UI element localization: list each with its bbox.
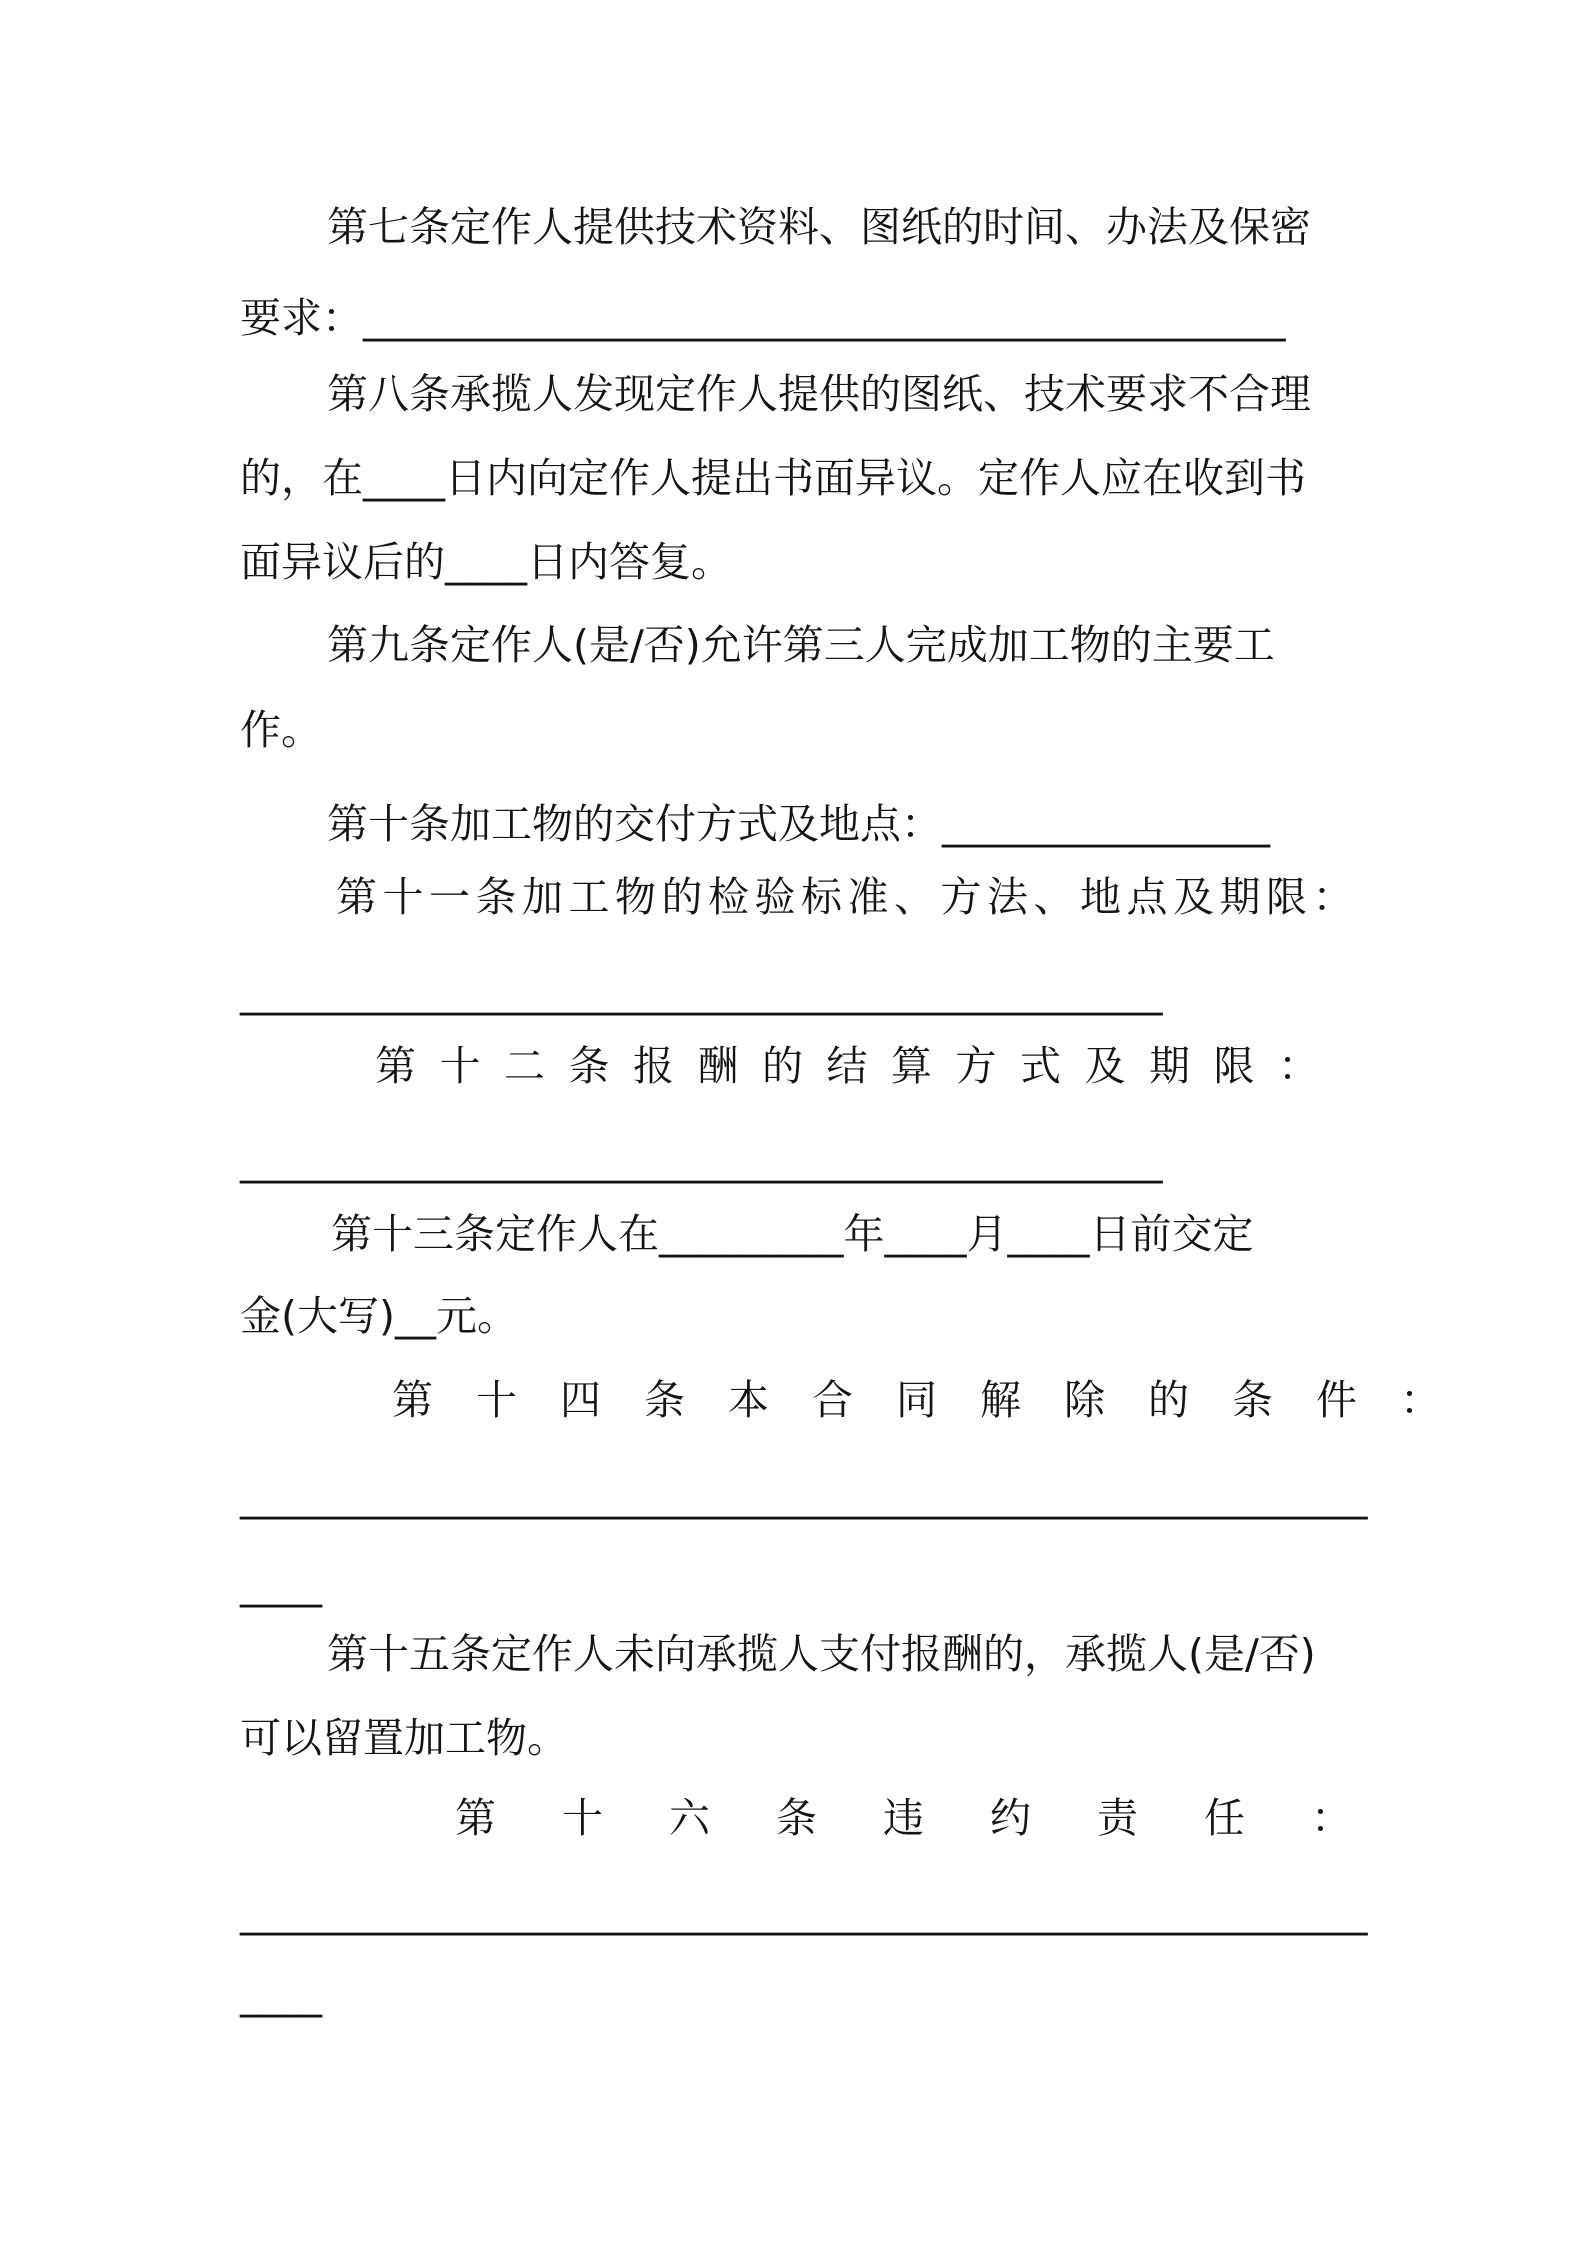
article-9-text-end: 作。 (240, 706, 322, 754)
article-16-heading: 第十六条违约责任： (455, 1794, 1418, 1842)
article-9-text: 第九条定作人(是/否)允许第三人完成加工物的主要工 (327, 621, 1275, 669)
article-15-text: 第十五条定作人未向承揽人支付报酬的，承揽人(是/否) (327, 1630, 1316, 1678)
article-14-blank: _______________________________________________________ (240, 1472, 1368, 1520)
article-14-heading: 第十四条本合同解除的条件： (392, 1376, 1484, 1424)
article-15-text-end: 可以留置加工物。 (240, 1714, 568, 1762)
article-14-blank-end: ____ (240, 1560, 322, 1608)
article-8-text-continued: 的，在____日内向定作人提出书面异议。定作人应在收到书 (240, 454, 1306, 502)
article-12-heading: 第十二条报酬的结算方式及期限： (375, 1042, 1343, 1090)
article-16-blank-end: ____ (240, 1970, 322, 2018)
article-7-requirements-blank: 要求：_____________________________________________ (240, 294, 1286, 342)
article-10-text: 第十条加工物的交付方式及地点：________________ (327, 800, 1270, 848)
article-8-text: 第八条承揽人发现定作人提供的图纸、技术要求不合理 (327, 370, 1311, 418)
article-16-blank: _______________________________________________________ (240, 1888, 1368, 1936)
article-13-text: 第十三条定作人在_________年____月____日前交定 (331, 1210, 1254, 1258)
article-11-heading: 第十一条加工物的检验标准、方法、地点及期限： (336, 873, 1359, 921)
article-12-blank: _____________________________________________ (240, 1136, 1163, 1184)
article-7-heading: 第七条定作人提供技术资料、图纸的时间、办法及保密 (327, 203, 1311, 251)
article-11-blank: _____________________________________________ (240, 968, 1163, 1016)
article-13-text-end: 金(大写)__元。 (240, 1292, 518, 1340)
article-8-text-end: 面异议后的____日内答复。 (240, 538, 732, 586)
